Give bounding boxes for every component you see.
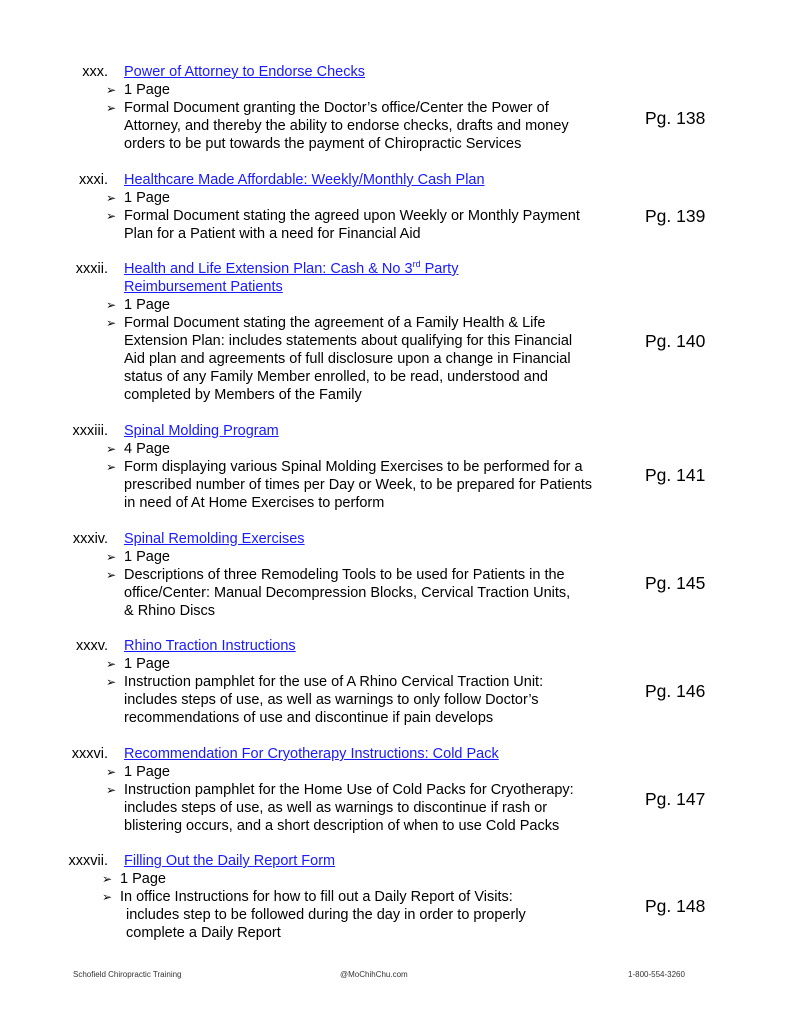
toc-entry-xxxiv: [0, 530, 791, 630]
entry-page-count: 1 Page: [124, 82, 170, 98]
entry-page-count: 4 Page: [124, 441, 170, 457]
toc-entry-xxxiii: [0, 422, 791, 522]
entry-numeral: xxxiii.: [72, 423, 108, 439]
description-line: office/Center: Manual Decompression Blocks, Cervical Traction Units,: [124, 585, 571, 601]
toc-entry-xxxii: [0, 260, 791, 410]
entry-page-ref: Pg. 145: [645, 573, 706, 593]
entry-description: [124, 781, 639, 835]
entry-description: [120, 888, 635, 942]
description-line: Form displaying various Spinal Molding Exercises to be performed for a: [124, 459, 583, 475]
description-line: prescribed number of times per Day or Week, to be prepared for Patients: [124, 477, 592, 493]
entry-title-link[interactable]: Rhino Traction Instructions: [124, 638, 296, 654]
entry-page-ref: Pg. 147: [645, 789, 706, 809]
entry-numeral: xxxv.: [76, 638, 108, 654]
toc-entry-xxxvi: [0, 745, 791, 845]
entry-numeral: xxxvi.: [71, 746, 108, 762]
description-line: blistering occurs, and a short description of when to use Cold Packs: [124, 818, 560, 834]
entry-page-ref: Pg. 148: [645, 896, 706, 916]
entry-page-count: 1 Page: [124, 549, 170, 565]
toc-entry-xxxi: [0, 171, 791, 251]
description-line: complete a Daily Report: [126, 925, 281, 941]
bullet-arrow-icon: ➢: [102, 890, 113, 904]
bullet-arrow-icon: ➢: [106, 83, 117, 97]
entry-description: [124, 566, 639, 620]
description-line: recommendations of use and discontinue if pain develops: [124, 710, 494, 726]
entry-page-ref: Pg. 138: [645, 108, 706, 128]
entry-numeral: xxx.: [82, 64, 108, 80]
description-line: Attorney, and thereby the ability to endorse checks, drafts and money: [124, 118, 569, 134]
description-line: Instruction pamphlet for the Home Use of Cold Packs for Cryotherapy:: [124, 782, 574, 798]
entry-title-link[interactable]: Spinal Molding Program: [124, 423, 279, 439]
toc-entry-xxxv: [0, 637, 791, 737]
description-line: Formal Document stating the agreement of a Family Health & Life: [124, 315, 546, 331]
entry-page-ref: Pg. 141: [645, 465, 706, 485]
description-line: Aid plan and agreements of full disclosure upon a change in Financial: [124, 351, 571, 367]
entry-title-link[interactable]: Filling Out the Daily Report Form: [124, 853, 336, 869]
bullet-arrow-icon: ➢: [106, 191, 117, 205]
entry-page-count: 1 Page: [124, 764, 170, 780]
description-line: includes steps of use, as well as warnings to discontinue if rash or: [124, 800, 548, 816]
entry-description: [124, 99, 639, 153]
title-line: Health and Life Extension Plan: Cash & No 3: [124, 261, 413, 277]
bullet-arrow-icon: ➢: [106, 550, 117, 564]
description-line: Plan for a Patient with a need for Financial Aid: [124, 226, 421, 242]
footer-right: 1-800-554-3260: [628, 970, 685, 979]
entry-numeral: xxxii.: [75, 261, 108, 277]
title-line: Reimbursement Patients: [124, 279, 283, 295]
entry-title-link[interactable]: Healthcare Made Affordable: Weekly/Monthly Cash Plan: [124, 172, 485, 188]
entry-description: [124, 207, 639, 243]
entry-page-count: 1 Page: [124, 656, 170, 672]
description-line: orders to be put towards the payment of Chiropractic Services: [124, 136, 522, 152]
description-line: includes step to be followed during the day in order to properly: [126, 907, 526, 923]
entry-page-count: 1 Page: [124, 297, 170, 313]
entry-title-link[interactable]: Power of Attorney to Endorse Checks: [124, 64, 365, 80]
bullet-arrow-icon: ➢: [106, 442, 117, 456]
entry-page-count: 1 Page: [120, 871, 166, 887]
entry-page-count: 1 Page: [124, 190, 170, 206]
description-line: Descriptions of three Remodeling Tools to be used for Patients in the: [124, 567, 565, 583]
entry-description: [124, 673, 639, 727]
toc-entry-xxxvii: [0, 852, 791, 952]
footer-center: @MoChihChu.com: [340, 970, 408, 979]
bullet-arrow-icon: ➢: [106, 675, 117, 689]
bullet-arrow-icon: ➢: [106, 783, 117, 797]
title-superscript: rd: [412, 259, 421, 270]
entry-title-link[interactable]: [124, 260, 524, 296]
entry-numeral: xxxvii.: [68, 853, 108, 869]
bullet-arrow-icon: ➢: [106, 298, 117, 312]
description-line: Formal Document stating the agreed upon Weekly or Monthly Payment: [124, 208, 580, 224]
entry-numeral: xxxiv.: [72, 531, 108, 547]
entry-numeral: xxxi.: [79, 172, 108, 188]
bullet-arrow-icon: ➢: [106, 101, 117, 115]
bullet-arrow-icon: ➢: [106, 209, 117, 223]
description-line: status of any Family Member enrolled, to be read, understood and: [124, 369, 548, 385]
description-line: In office Instructions for how to fill out a Daily Report of Visits:: [120, 889, 513, 905]
footer-left: Schofield Chiropractic Training: [73, 970, 182, 979]
entry-description: [124, 314, 639, 404]
bullet-arrow-icon: ➢: [106, 657, 117, 671]
description-line: & Rhino Discs: [124, 603, 216, 619]
bullet-arrow-icon: ➢: [106, 568, 117, 582]
entry-title-link[interactable]: Spinal Remolding Exercises: [124, 531, 305, 547]
toc-entry-xxx: [0, 63, 791, 163]
description-line: Formal Document granting the Doctor’s office/Center the Power of: [124, 100, 549, 116]
entry-page-ref: Pg. 140: [645, 331, 706, 351]
description-line: Extension Plan: includes statements about qualifying for this Financial: [124, 333, 573, 349]
bullet-arrow-icon: ➢: [106, 765, 117, 779]
bullet-arrow-icon: ➢: [106, 316, 117, 330]
description-line: Instruction pamphlet for the use of A Rhino Cervical Traction Unit:: [124, 674, 544, 690]
description-line: includes steps of use, as well as warnings to only follow Doctor’s: [124, 692, 539, 708]
entry-description: [124, 458, 639, 512]
entry-title-link[interactable]: Recommendation For Cryotherapy Instructions: Cold Pack: [124, 746, 499, 762]
entry-page-ref: Pg. 146: [645, 681, 706, 701]
description-line: completed by Members of the Family: [124, 387, 362, 403]
description-line: in need of At Home Exercises to perform: [124, 495, 385, 511]
bullet-arrow-icon: ➢: [106, 460, 117, 474]
entry-page-ref: Pg. 139: [645, 206, 706, 226]
bullet-arrow-icon: ➢: [102, 872, 113, 886]
title-line: Party: [420, 261, 459, 277]
